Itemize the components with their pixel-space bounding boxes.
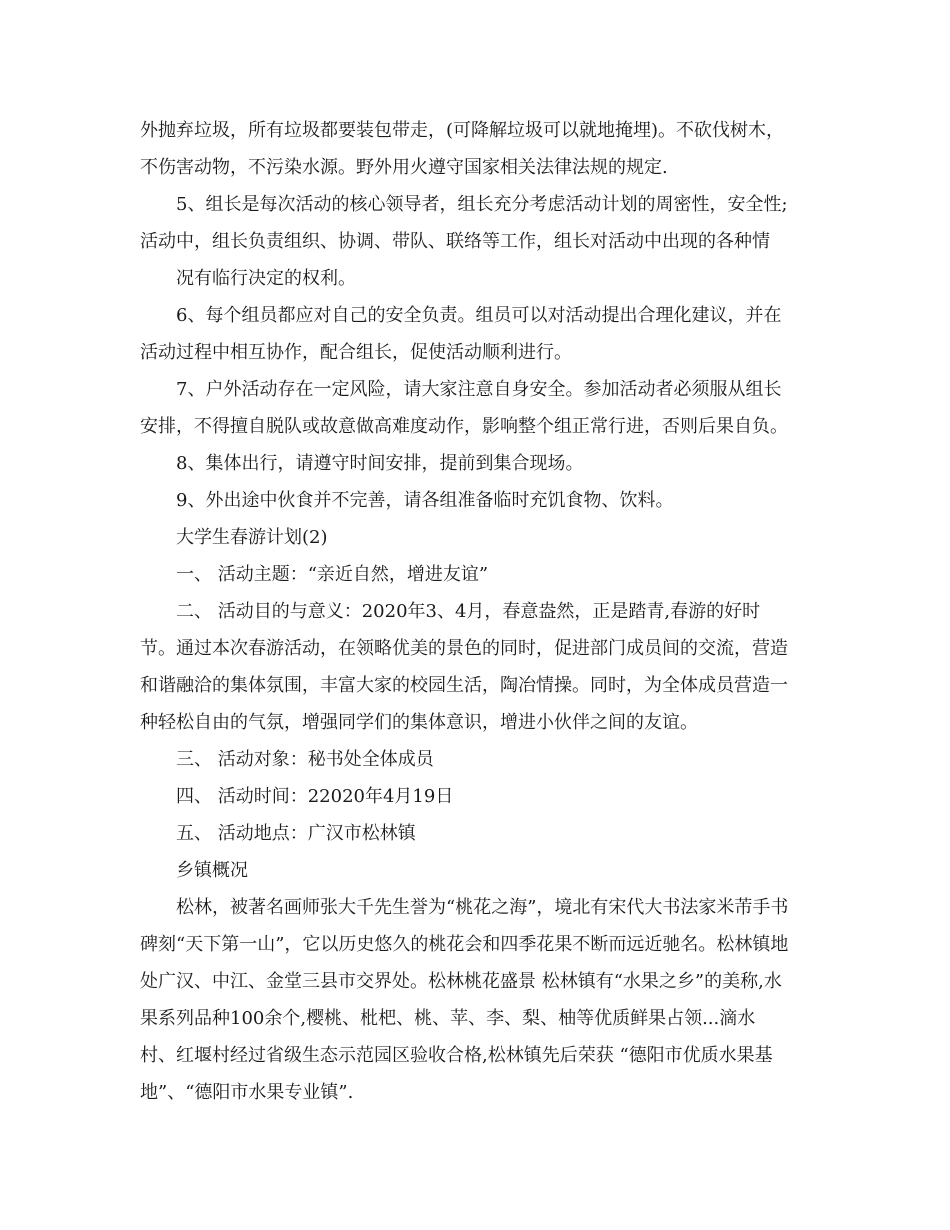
document-body [140,112,810,1111]
text-line: 活动过程中相互协作，配合组长，促使活动顺利进行。 [140,342,572,363]
text-line: 三、 活动对象：秘书处全体成员 [176,749,434,770]
text-line: 处广汉、中江、金堂三县市交界处。松林桃花盛景 松林镇有“水果之乡”的美称,水 [140,971,782,992]
text-line: 四、 活动时间：22020年4月19日 [176,786,454,807]
text-line: 地”、“德阳市水果专业镇”. [140,1082,354,1103]
text-line: 种轻松自由的气氛，增强同学们的集体意识，增进小伙伴之间的友谊。 [140,712,698,733]
text-line: 8、集体出行，请遵守时间安排，提前到集合现场。 [176,453,584,474]
text-line: 外抛弃垃圾，所有垃圾都要装包带走，(可降解垃圾可以就地掩埋)。不砍伐树木， [140,120,785,141]
text-line: 安排，不得擅自脱队或故意做高难度动作，影响整个组正常行进，否则后果自负。 [140,416,788,437]
text-line: 5、组长是每次活动的核心领导者，组长充分考虑活动计划的周密性，安全性; [176,194,788,215]
text-line: 二、 活动目的与意义：2020年3、4月，春意盎然，正是踏青,春游的好时 [176,601,761,622]
text-line: 9、外出途中伙食并不完善，请各组准备临时充饥食物、饮料。 [176,490,674,511]
text-line: 况有临行决定的权利。 [176,268,356,289]
text-line: 活动中，组长负责组织、协调、带队、联络等工作，组长对活动中出现的各种情 [140,231,770,252]
text-line: 松林，被著名画师张大千先生誉为“桃花之海”，境北有宋代大书法家米芾手书 [176,897,789,918]
text-line: 五、 活动地点：广汉市松林镇 [176,823,416,844]
text-line: 果系列品种100余个,樱桃、枇杷、桃、苹、李、梨、柚等优质鲜果占领...滴水 [140,1008,756,1029]
text-line: 一、 活动主题：“亲近自然，增进友谊” [176,564,489,585]
text-line: 6、每个组员都应对自己的安全负责。组员可以对活动提出合理化建议，并在 [176,305,782,326]
text-line: 碑刻“天下第一山”，它以历史悠久的桃花会和四季花果不断而远近驰名。松林镇地 [140,934,789,955]
text-line: 和谐融洽的集体氛围，丰富大家的校园生活，陶冶情操。同时，为全体成员营造一 [140,675,788,696]
text-line: 节。通过本次春游活动，在领略优美的景色的同时，促进部门成员间的交流，营造 [140,638,788,659]
text-line: 乡镇概况 [176,860,248,881]
text-line: 7、户外活动存在一定风险，请大家注意自身安全。参加活动者必须服从组长 [176,379,782,400]
text-line: 村、红堰村经过省级生态示范园区验收合格,松林镇先后荣获 “德阳市优质水果基 [140,1045,773,1066]
text-line: 不伤害动物，不污染水源。野外用火遵守国家相关法律法规的规定. [140,157,668,178]
text-line: 大学生春游计划(2) [176,527,328,548]
